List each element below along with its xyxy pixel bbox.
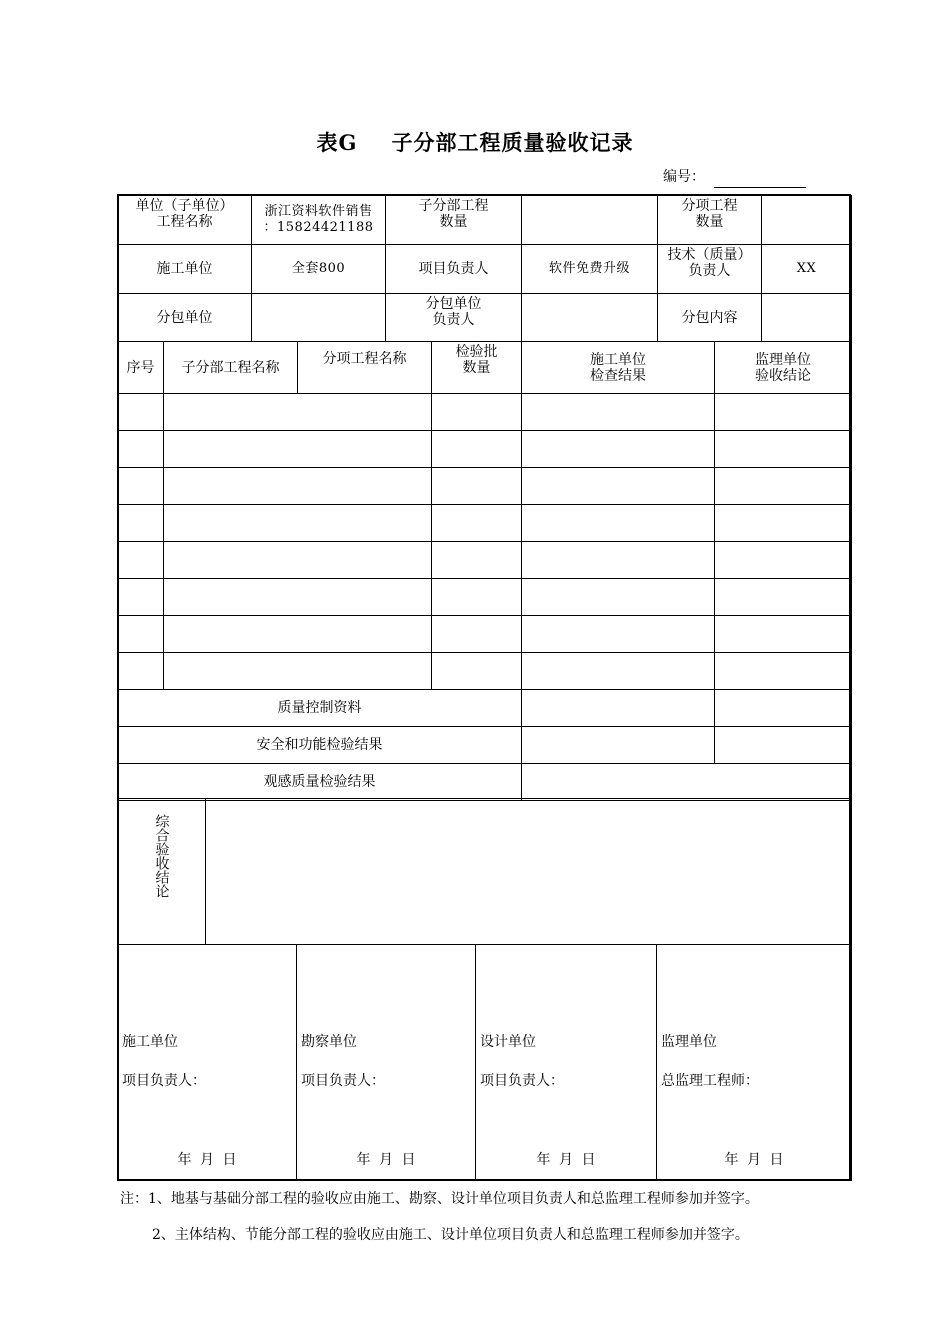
subdiv-count-value[interactable] <box>522 196 658 245</box>
signature-unit: 监理单位 <box>661 1034 717 1050</box>
signature-table <box>117 944 852 1181</box>
conclusion-table <box>117 798 852 945</box>
table-row <box>118 542 852 579</box>
unit-name-label-line2: 工程名称 <box>156 214 213 230</box>
tech-value[interactable]: XX <box>762 245 852 294</box>
table-row <box>118 394 852 431</box>
note-1: 注：1、地基与基础分部工程的验收应由施工、勘察、设计单位项目负责人和总监理工程师参加并签字。 <box>120 1191 759 1207</box>
cell[interactable] <box>715 394 852 431</box>
note-2: 2、主体结构、节能分部工程的验收应由施工、设计单位项目负责人和总监理工程师参加并签字。 <box>152 1227 749 1243</box>
cell[interactable] <box>164 431 432 468</box>
col-supervisor-result-line2: 验收结论 <box>755 367 811 384</box>
appearance-result[interactable] <box>522 764 852 801</box>
cell[interactable] <box>432 653 522 690</box>
page-title <box>0 127 950 157</box>
cell[interactable] <box>164 616 432 653</box>
cell[interactable] <box>164 542 432 579</box>
cell[interactable] <box>164 505 432 542</box>
safety-function-contractor[interactable] <box>522 727 715 764</box>
signature-contractor[interactable] <box>118 945 297 1181</box>
cell[interactable] <box>118 579 164 616</box>
col-seq: 序号 <box>118 342 164 394</box>
col-subdiv-name: 子分部工程名称 <box>164 342 298 394</box>
col-item-name: 分项工程名称 <box>298 342 432 394</box>
cell[interactable] <box>118 431 164 468</box>
unit-name-value[interactable] <box>252 196 386 245</box>
cell[interactable] <box>715 542 852 579</box>
cell[interactable] <box>118 616 164 653</box>
signature-resp: 项目负责人： <box>480 1073 564 1089</box>
cell[interactable] <box>118 505 164 542</box>
quality-control-supervisor[interactable] <box>715 690 852 727</box>
cell[interactable] <box>432 431 522 468</box>
cell[interactable] <box>164 653 432 690</box>
safety-function-supervisor[interactable] <box>715 727 852 764</box>
appearance-label: 观感质量检验结果 <box>118 764 522 801</box>
cell[interactable] <box>715 468 852 505</box>
cell[interactable] <box>432 505 522 542</box>
signature-resp: 总监理工程师： <box>661 1073 759 1089</box>
cell[interactable] <box>715 431 852 468</box>
col-supervisor-result <box>715 342 852 394</box>
form-title: 子分部工程质量验收记录 <box>391 130 634 155</box>
cell[interactable] <box>164 579 432 616</box>
cell[interactable] <box>522 616 715 653</box>
table-row <box>118 468 852 505</box>
cell[interactable] <box>118 468 164 505</box>
tech-label-line1: 技术（质量） <box>667 247 752 263</box>
cell[interactable] <box>432 394 522 431</box>
sub-resp-value[interactable] <box>522 294 658 342</box>
cell[interactable] <box>432 468 522 505</box>
signature-date: 年 月 日 <box>356 1152 416 1168</box>
unit-name-value-line1: 浙江资料软件销售 <box>264 204 373 219</box>
item-count-value[interactable] <box>762 196 852 245</box>
signature-resp: 项目负责人： <box>301 1073 385 1089</box>
col-batch-count-line1: 检验批 <box>455 344 498 360</box>
quality-control-contractor[interactable] <box>522 690 715 727</box>
col-batch-count <box>432 342 522 394</box>
signature-supervisor[interactable] <box>657 945 852 1181</box>
tech-label <box>658 245 762 294</box>
cell[interactable] <box>715 505 852 542</box>
signature-design[interactable] <box>476 945 657 1181</box>
cell[interactable] <box>715 653 852 690</box>
sub-content-label: 分包内容 <box>658 294 762 342</box>
table-row <box>118 505 852 542</box>
item-count-label <box>658 196 762 245</box>
signature-survey[interactable] <box>297 945 476 1181</box>
safety-function-label: 安全和功能检验结果 <box>118 727 522 764</box>
cell[interactable] <box>522 431 715 468</box>
cell[interactable] <box>432 616 522 653</box>
cell[interactable] <box>522 653 715 690</box>
items-table <box>117 341 852 801</box>
cell[interactable] <box>118 653 164 690</box>
col-contractor-result-line1: 施工单位 <box>590 351 646 368</box>
sub-unit-label: 分包单位 <box>118 294 252 342</box>
cell[interactable] <box>118 542 164 579</box>
unit-name-label <box>118 196 252 245</box>
cell[interactable] <box>522 542 715 579</box>
form-code: 表G <box>316 130 358 155</box>
pm-value[interactable]: 软件免费升级 <box>522 245 658 294</box>
unit-name-value-line2: ：15824421188 <box>263 220 374 235</box>
table-row <box>118 616 852 653</box>
table-row <box>118 653 852 690</box>
conclusion-label-text: 综合验收结论 <box>153 814 170 898</box>
cell[interactable] <box>432 542 522 579</box>
table-row <box>118 579 852 616</box>
pm-label: 项目负责人 <box>386 245 522 294</box>
contractor-label: 施工单位 <box>118 245 252 294</box>
cell[interactable] <box>715 579 852 616</box>
item-count-label-line2: 数量 <box>695 214 724 230</box>
conclusion-label <box>118 799 206 945</box>
table-row <box>118 431 852 468</box>
number-field[interactable] <box>714 187 806 188</box>
signature-unit: 设计单位 <box>480 1034 536 1050</box>
header-table <box>117 195 852 342</box>
col-contractor-result <box>522 342 715 394</box>
col-batch-count-line2: 数量 <box>462 360 491 376</box>
cell[interactable] <box>164 468 432 505</box>
item-count-label-line1: 分项工程 <box>681 198 738 214</box>
contractor-value[interactable]: 全套800 <box>252 245 386 294</box>
sub-resp-label <box>386 294 522 342</box>
cell[interactable] <box>118 394 164 431</box>
cell[interactable] <box>432 579 522 616</box>
cell[interactable] <box>522 468 715 505</box>
signature-date: 年 月 日 <box>724 1152 784 1168</box>
cell[interactable] <box>164 394 432 431</box>
sub-resp-label-line2: 负责人 <box>432 312 475 328</box>
col-contractor-result-line2: 检查结果 <box>590 367 646 384</box>
number-label: 编号： <box>663 169 705 185</box>
tech-label-line2: 负责人 <box>688 263 731 279</box>
subdiv-count-label-line1: 子分部工程 <box>418 198 489 214</box>
conclusion-value[interactable] <box>206 799 852 945</box>
cell[interactable] <box>522 505 715 542</box>
cell[interactable] <box>522 579 715 616</box>
col-supervisor-result-line1: 监理单位 <box>755 351 811 368</box>
signature-unit: 施工单位 <box>122 1034 178 1050</box>
signature-resp: 项目负责人： <box>122 1073 206 1089</box>
signature-unit: 勘察单位 <box>301 1034 357 1050</box>
subdiv-count-label-line2: 数量 <box>439 214 468 230</box>
sub-resp-label-line1: 分包单位 <box>425 296 482 312</box>
signature-date: 年 月 日 <box>177 1152 237 1168</box>
sub-unit-value[interactable] <box>252 294 386 342</box>
signature-date: 年 月 日 <box>536 1152 596 1168</box>
unit-name-label-line1: 单位（子单位） <box>135 198 234 214</box>
subdiv-count-label <box>386 196 522 245</box>
quality-control-label: 质量控制资料 <box>118 690 522 727</box>
cell[interactable] <box>522 394 715 431</box>
cell[interactable] <box>715 616 852 653</box>
sub-content-value[interactable] <box>762 294 852 342</box>
